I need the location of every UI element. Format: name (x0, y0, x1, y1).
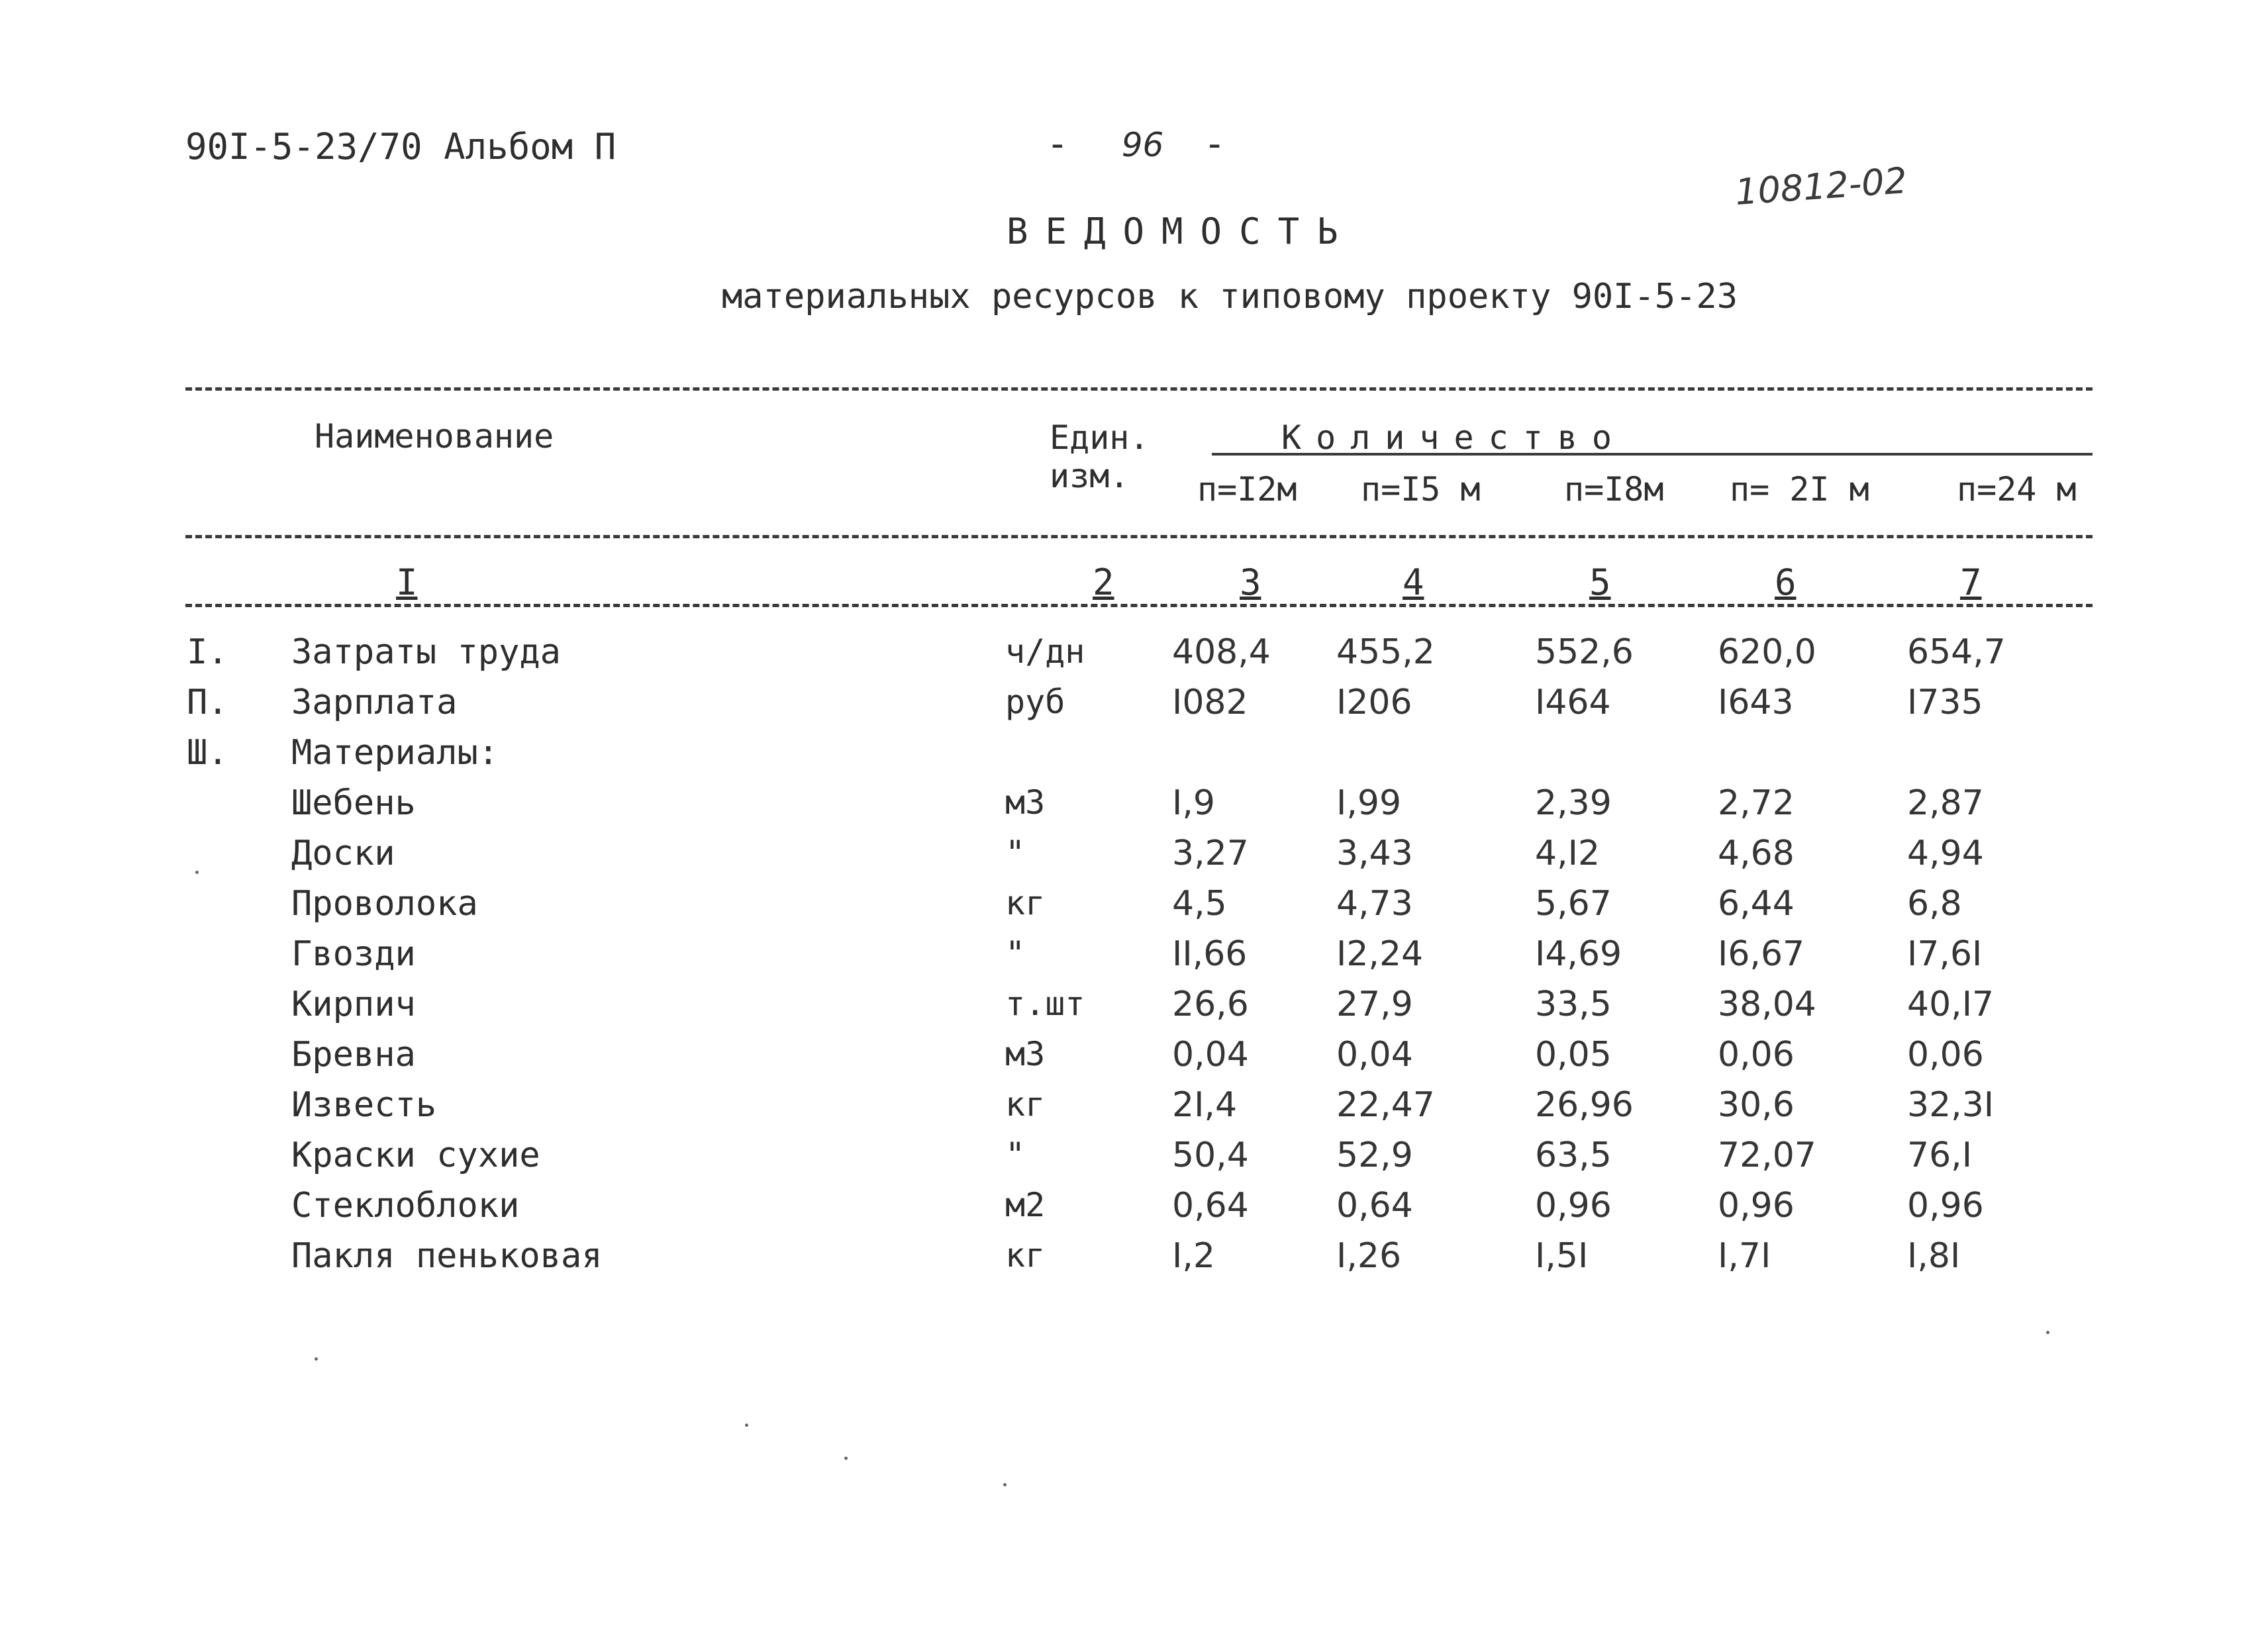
table-row (0, 1035, 2268, 1081)
value-span-24: I735 (1907, 683, 1983, 722)
row-number: I. (187, 632, 228, 672)
row-name: Бревна (291, 1035, 416, 1075)
value-span-18: 5,67 (1535, 884, 1612, 924)
scan-speck (315, 1357, 318, 1361)
header-name: Наименование (315, 417, 554, 456)
column-number: 2 (1093, 561, 1114, 603)
value-span-12: 0,04 (1172, 1035, 1249, 1075)
header-quantity: Количество (1281, 418, 1627, 457)
scan-speck (844, 1457, 848, 1460)
row-name: Доски (291, 834, 395, 873)
header-bottom-rule (185, 535, 2093, 538)
header-span-12: п=I2м (1197, 470, 1297, 508)
row-unit: т.шт (1005, 985, 1085, 1023)
row-unit: кг (1005, 1085, 1046, 1124)
value-span-12: 408,4 (1172, 632, 1271, 672)
column-number: 4 (1403, 561, 1424, 603)
table-row (0, 834, 2268, 880)
row-unit: м3 (1005, 1035, 1046, 1073)
value-span-18: I4,69 (1535, 934, 1622, 974)
value-span-15: 22,47 (1336, 1085, 1435, 1125)
header-span-18: п=I8м (1564, 470, 1664, 508)
row-unit: кг (1005, 1236, 1046, 1275)
value-span-21: I,7I (1718, 1236, 1771, 1276)
value-span-15: I,26 (1336, 1236, 1402, 1276)
value-span-24: 0,96 (1907, 1186, 1984, 1226)
page-number-value: 96 (1121, 126, 1164, 164)
value-span-21: I6,67 (1718, 934, 1805, 974)
column-numbers-rule (185, 604, 2093, 607)
table-row (0, 1135, 2268, 1182)
value-span-24: I,8I (1907, 1236, 1961, 1276)
value-span-24: 0,06 (1907, 1035, 1984, 1075)
value-span-15: 0,04 (1336, 1035, 1413, 1075)
table-row (0, 884, 2268, 930)
value-span-21: 4,68 (1718, 834, 1795, 873)
document-subtitle: материальных ресурсов к типовому проекту 90I-5-23 (722, 277, 1738, 316)
row-name: Зарплата (291, 683, 458, 722)
value-span-18: I,5I (1535, 1236, 1589, 1276)
value-span-24: I7,6I (1907, 934, 1983, 974)
row-name: Гвозди (291, 934, 416, 974)
table-row (0, 1186, 2268, 1232)
value-span-18: 4,I2 (1535, 834, 1601, 873)
table-row (0, 733, 2268, 779)
value-span-18: 0,05 (1535, 1035, 1612, 1075)
value-span-21: I643 (1718, 683, 1794, 722)
header-span-21: п= 2I м (1730, 470, 1869, 508)
row-name: Затраты труда (291, 632, 561, 672)
row-name: Краски сухие (291, 1135, 540, 1175)
row-unit: м3 (1005, 783, 1046, 822)
column-number: 7 (1960, 561, 1982, 603)
value-span-15: 27,9 (1336, 985, 1413, 1024)
value-span-18: I464 (1535, 683, 1611, 722)
page-dash-right: - (1203, 122, 1240, 166)
table-row (0, 683, 2268, 729)
value-span-18: 33,5 (1535, 985, 1612, 1024)
table-row (0, 985, 2268, 1031)
value-span-18: 552,6 (1535, 632, 1634, 672)
table-row (0, 783, 2268, 830)
page-number (1046, 122, 1239, 166)
value-span-18: 26,96 (1535, 1085, 1634, 1125)
scan-speck (1003, 1483, 1007, 1486)
value-span-15: 455,2 (1336, 632, 1435, 672)
value-span-15: 3,43 (1336, 834, 1413, 873)
value-span-15: 4,73 (1336, 884, 1413, 924)
value-span-21: 38,04 (1718, 985, 1816, 1024)
table-top-rule (185, 387, 2093, 391)
scan-speck (745, 1424, 748, 1427)
row-number: П. (187, 683, 228, 722)
value-span-12: 0,64 (1172, 1186, 1249, 1226)
value-span-15: 52,9 (1336, 1135, 1413, 1175)
row-unit: " (1005, 934, 1026, 973)
value-span-12: I,9 (1172, 783, 1215, 823)
row-unit: " (1005, 834, 1026, 872)
column-number: 6 (1775, 561, 1797, 603)
row-unit: м2 (1005, 1186, 1046, 1224)
row-unit: " (1005, 1135, 1026, 1174)
row-number: Ш. (187, 733, 228, 773)
page-dash-left: - (1046, 122, 1082, 166)
table-row (0, 1236, 2268, 1282)
value-span-12: 2I,4 (1172, 1085, 1238, 1125)
row-name: Кирпич (291, 985, 416, 1024)
value-span-21: 0,96 (1718, 1186, 1795, 1226)
value-span-24: 40,I7 (1907, 985, 1995, 1024)
value-span-12: 3,27 (1172, 834, 1249, 873)
document-code: 90I-5-23/70 Альбом П (185, 126, 616, 168)
value-span-24: 654,7 (1907, 632, 2006, 672)
value-span-24: 2,87 (1907, 783, 1984, 823)
value-span-12: 26,6 (1172, 985, 1249, 1024)
table-row (0, 632, 2268, 679)
column-number: I (396, 561, 418, 603)
column-number: 3 (1240, 561, 1261, 603)
value-span-12: I082 (1172, 683, 1248, 722)
header-unit-line1: Един. (1050, 418, 1150, 457)
row-name: Шебень (291, 783, 416, 823)
document-title: ВЕДОМОСТЬ (1007, 211, 1356, 252)
value-span-15: I206 (1336, 683, 1412, 722)
archive-number: 10812-02 (1734, 160, 1908, 213)
row-name: Стеклоблоки (291, 1186, 520, 1226)
table-row (0, 1085, 2268, 1132)
header-span-15: п=I5 м (1361, 470, 1481, 508)
row-unit: ч/дн (1005, 632, 1085, 671)
quantity-underline (1212, 453, 2093, 456)
value-span-24: 76,I (1907, 1135, 1973, 1175)
scan-speck (2046, 1331, 2049, 1334)
value-span-12: II,66 (1172, 934, 1248, 974)
row-unit: кг (1005, 884, 1046, 922)
value-span-21: 72,07 (1718, 1135, 1816, 1175)
value-span-18: 2,39 (1535, 783, 1612, 823)
value-span-18: 63,5 (1535, 1135, 1612, 1175)
value-span-15: I2,24 (1336, 934, 1424, 974)
value-span-24: 6,8 (1907, 884, 1962, 924)
value-span-12: 50,4 (1172, 1135, 1249, 1175)
row-name: Известь (291, 1085, 437, 1125)
value-span-21: 620,0 (1718, 632, 1816, 672)
row-name: Материалы: (291, 733, 499, 773)
header-unit-line2: изм. (1050, 457, 1130, 495)
header-span-24: п=24 м (1957, 470, 2077, 508)
value-span-21: 2,72 (1718, 783, 1795, 823)
value-span-21: 30,6 (1718, 1085, 1795, 1125)
value-span-18: 0,96 (1535, 1186, 1612, 1226)
column-number: 5 (1589, 561, 1611, 603)
value-span-12: I,2 (1172, 1236, 1215, 1276)
row-unit: руб (1005, 683, 1065, 721)
table-row (0, 934, 2268, 981)
value-span-15: 0,64 (1336, 1186, 1413, 1226)
value-span-21: 0,06 (1718, 1035, 1795, 1075)
row-name: Пакля пеньковая (291, 1236, 603, 1276)
row-name: Проволока (291, 884, 478, 924)
value-span-12: 4,5 (1172, 884, 1227, 924)
value-span-15: I,99 (1336, 783, 1402, 823)
value-span-24: 32,3I (1907, 1085, 1995, 1125)
value-span-24: 4,94 (1907, 834, 1984, 873)
scan-speck (195, 871, 199, 874)
value-span-21: 6,44 (1718, 884, 1795, 924)
